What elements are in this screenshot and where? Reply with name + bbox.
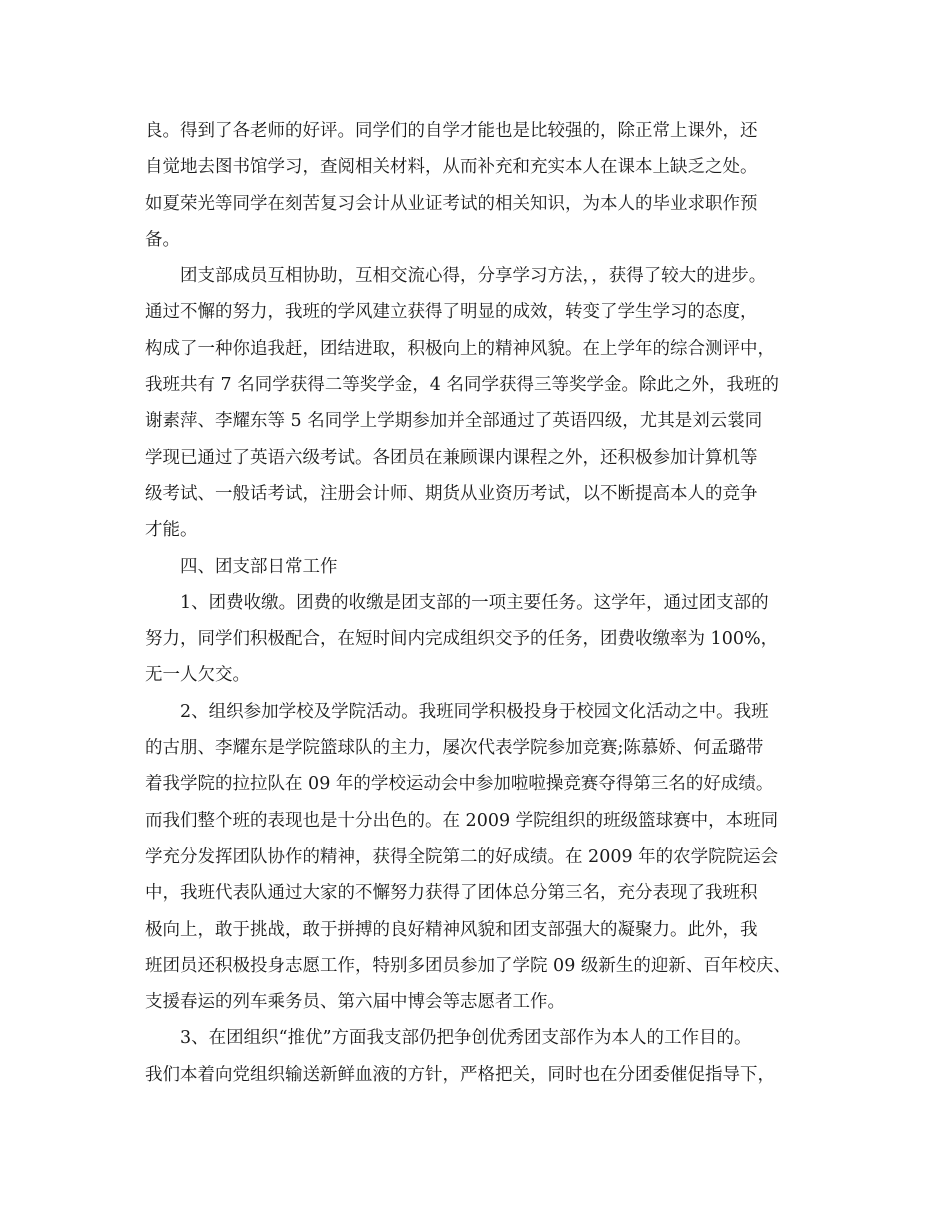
text-line: 我们本着向党组织输送新鲜血液的方针，严格把关，同时也在分团委催促指导下， — [145, 1064, 775, 1085]
text-line: 2、组织参加学校及学院活动。我班同学积极投身于校园文化活动之中。我班 — [180, 701, 769, 722]
text-line: 的古朋、李耀东是学院篮球队的主力，屡次代表学院参加竞赛;陈慕娇、何孟璐带 — [145, 738, 764, 759]
text-line: 我班共有 7 名同学获得二等奖学金，4 名同学获得三等奖学金。除此之外，我班的 — [145, 375, 779, 396]
text-line: 谢素萍、李耀东等 5 名同学上学期参加并全部通过了英语四级，尤其是刘云裳同 — [145, 411, 763, 432]
text-line: 四、团支部日常工作 — [180, 556, 338, 577]
text-line: 努力，同学们积极配合，在短时间内完成组织交予的任务，团费收缴率为 100%， — [145, 629, 779, 650]
text-line: 团支部成员互相协助，互相交流心得，分享学习方法，，获得了较大的进步。 — [180, 266, 767, 287]
document-body — [145, 113, 810, 1093]
text-line: 1、团费收缴。团费的收缴是团支部的一项主要任务。这学年，通过团支部的 — [180, 592, 769, 613]
text-line: 才能。 — [145, 520, 198, 541]
text-line: 而我们整个班的表现也是十分出色的。在 2009 学院组织的班级篮球赛中，本班同 — [145, 810, 779, 831]
text-line: 3、在团组织“推优”方面我支部仍把争创优秀团支部作为本人的工作目的。 — [180, 1028, 752, 1049]
text-line: 着我学院的拉拉队在 09 年的学校运动会中参加啦啦操竞赛夺得第三名的好成绩。 — [145, 774, 774, 795]
text-line: 通过不懈的努力，我班的学风建立获得了明显的成效，转变了学生学习的态度， — [145, 302, 758, 323]
text-line: 学现已通过了英语六级考试。各团员在兼顾课内课程之外，还积极参加计算机等 — [145, 447, 758, 468]
text-line: 极向上，敢于挑战，敢于拼搏的良好精神风貌和团支部强大的凝聚力。此外，我 — [145, 919, 758, 940]
text-line: 备。 — [145, 229, 180, 250]
text-line: 良。得到了各老师的好评。同学们的自学才能也是比较强的，除正常上课外，还 — [145, 121, 758, 141]
text-line: 如夏荣光等同学在刻苦复习会计从业证考试的相关知识，为本人的毕业求职作预 — [145, 193, 758, 214]
text-line: 班团员还积极投身志愿工作，特别多团员参加了学院 09 级新生的迎新、百年校庆、 — [145, 955, 791, 976]
text-line: 构成了一种你追我赶，团结进取，积极向上的精神风貌。在上学年的综合测评中， — [145, 338, 775, 359]
text-line: 支援春运的列车乘务员、第六届中博会等志愿者工作。 — [145, 992, 565, 1013]
text-line: 学充分发挥团队协作的精神，获得全院第二的好成绩。在 2009 年的农学院院运会 — [145, 846, 779, 867]
text-line: 中，我班代表队通过大家的不懈努力获得了团体总分第三名，充分表现了我班积 — [145, 883, 758, 904]
text-line: 级考试、一般话考试，注册会计师、期货从业资历考试，以不断提高本人的竞争 — [145, 483, 758, 504]
text-line: 自觉地去图书馆学习，查阅相关材料，从而补充和充实本人在课本上缺乏之处。 — [145, 157, 758, 178]
text-line: 无一人欠交。 — [145, 665, 250, 686]
